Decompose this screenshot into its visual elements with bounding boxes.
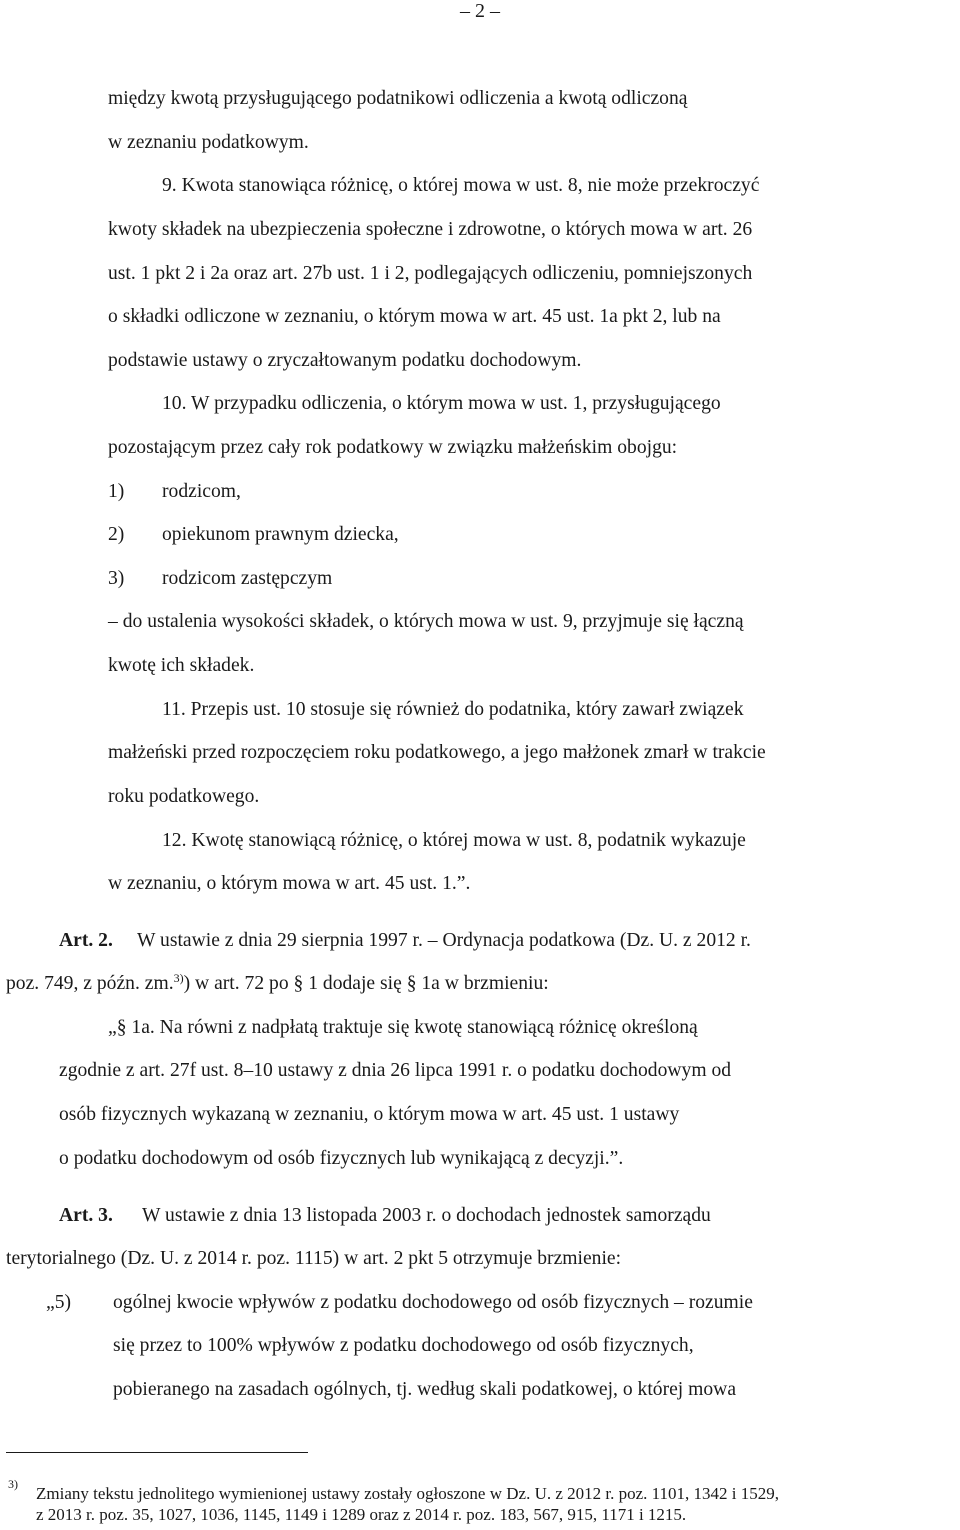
- article-number: Art. 2.: [59, 930, 113, 951]
- text-line: o składki odliczone w zeznaniu, o którym mowa w art. 45 ust. 1a pkt 2, lub na: [108, 306, 721, 327]
- list-item: rodzicom zastępczym: [162, 568, 333, 589]
- text-line: w zeznaniu, o którym mowa w art. 45 ust. 1.”.: [108, 873, 471, 894]
- list-item: opiekunom prawnym dziecka,: [162, 524, 399, 545]
- text-line: kwotę ich składek.: [108, 655, 255, 676]
- text-segment: poz. 749, z późn. zm.: [6, 973, 174, 994]
- quoted-text-line: pobieranego na zasadach ogólnych, tj. według skali podatkowej, o której mowa: [113, 1379, 737, 1400]
- text-line: w zeznaniu podatkowym.: [108, 132, 309, 153]
- quoted-text-line: o podatku dochodowym od osób fizycznych lub wynikającą z decyzji.”.: [59, 1148, 624, 1169]
- quoted-text-line: zgodnie z art. 27f ust. 8–10 ustawy z dnia 26 lipca 1991 r. o podatku dochodowym od: [59, 1060, 732, 1081]
- footnote-marker: 3): [8, 1477, 18, 1491]
- article-2-line: W ustawie z dnia 29 sierpnia 1997 r. – Ordynacja podatkowa (Dz. U. z 2012 r.: [137, 930, 751, 951]
- footnote-text: z 2013 r. poz. 35, 1027, 1036, 1145, 1149 i 1289 oraz z 2014 r. poz. 183, 567, 915, 1171 i 1215.: [36, 1505, 687, 1524]
- text-line: pozostającym przez cały rok podatkowy w związku małżeńskim obojgu:: [108, 437, 678, 458]
- text-line: małżeński przed rozpoczęciem roku podatkowego, a jego małżonek zmarł w trakcie: [108, 742, 766, 763]
- footnote-reference: 3): [173, 971, 184, 985]
- text-line: ust. 1 pkt 2 i 2a oraz art. 27b ust. 1 i 2, podlegających odliczeniu, pomniejszonych: [108, 263, 753, 284]
- article-heading: [59, 1204, 113, 1228]
- text-line: kwoty składek na ubezpieczenia społeczne i zdrowotne, o których mowa w art. 26: [108, 219, 753, 240]
- list-number: 1): [108, 481, 125, 502]
- article-number: Art. 3.: [59, 1205, 113, 1226]
- list-number: „5): [46, 1292, 72, 1313]
- text-segment: ) w art. 72 po § 1 dodaje się § 1a w brzmieniu:: [183, 973, 549, 994]
- quoted-text-line: się przez to 100% wpływów z podatku dochodowego od osób fizycznych,: [113, 1335, 694, 1356]
- quoted-text-line: ogólnej kwocie wpływów z podatku dochodowego od osób fizycznych – rozumie: [113, 1292, 753, 1313]
- quoted-text-line: osób fizycznych wykazaną w zeznaniu, o którym mowa w art. 45 ust. 1 ustawy: [59, 1104, 680, 1125]
- text-line: roku podatkowego.: [108, 786, 260, 807]
- text-line: podstawie ustawy o zryczałtowanym podatku dochodowym.: [108, 350, 582, 371]
- text-line: [6, 972, 549, 996]
- paragraph-12-line: 12. Kwotę stanowiącą różnicę, o której mowa w ust. 8, podatnik wykazuje: [162, 830, 746, 851]
- article-3-line: W ustawie z dnia 13 listopada 2003 r. o dochodach jednostek samorządu: [142, 1205, 711, 1226]
- list-item: rodzicom,: [162, 481, 241, 502]
- text-line: – do ustalenia wysokości składek, o których mowa w ust. 9, przyjmuje się łączną: [108, 611, 744, 632]
- paragraph-9-line: 9. Kwota stanowiąca różnicę, o której mowa w ust. 8, nie może przekroczyć: [162, 175, 760, 196]
- paragraph-10-line: 10. W przypadku odliczenia, o którym mowa w ust. 1, przysługującego: [162, 393, 721, 414]
- list-number: 3): [108, 568, 125, 589]
- list-number: 2): [108, 524, 125, 545]
- text-line: między kwotą przysługującego podatnikowi odliczenia a kwotą odliczoną: [108, 88, 688, 109]
- page-number: – 2 –: [460, 0, 500, 22]
- footnote-separator: [6, 1452, 308, 1453]
- paragraph-11-line: 11. Przepis ust. 10 stosuje się również do podatnika, który zawarł związek: [162, 699, 744, 720]
- quoted-text-line: „§ 1a. Na równi z nadpłatą traktuje się kwotę stanowiącą różnicę określoną: [108, 1017, 698, 1038]
- article-heading: [59, 929, 113, 953]
- footnote-text: Zmiany tekstu jednolitego wymienionej ustawy zostały ogłoszone w Dz. U. z 2012 r. poz. 1101, 1342 i 1529,: [36, 1484, 780, 1503]
- text-line: terytorialnego (Dz. U. z 2014 r. poz. 1115) w art. 2 pkt 5 otrzymuje brzmienie:: [6, 1248, 622, 1269]
